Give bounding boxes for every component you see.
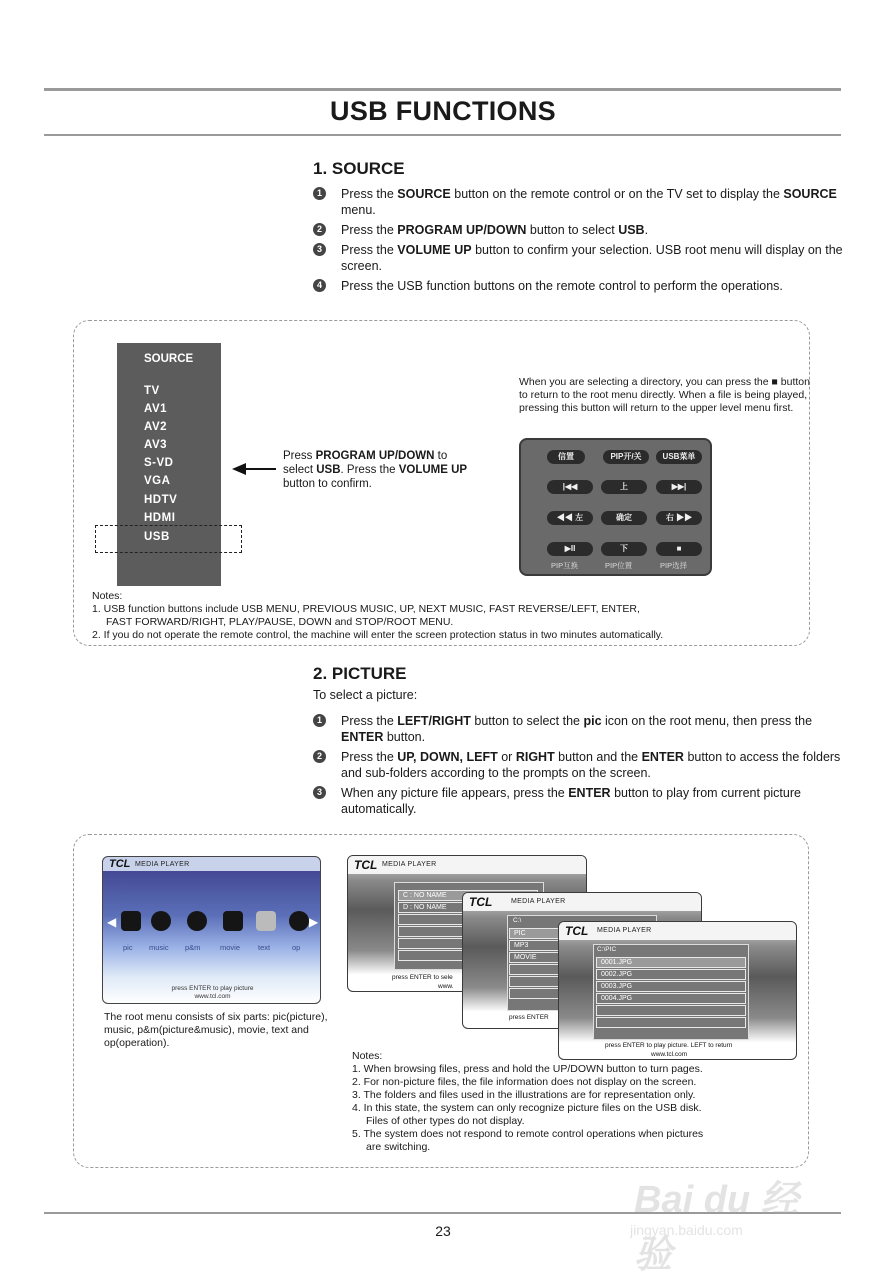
music-label: music	[149, 943, 169, 952]
music-icon	[151, 911, 171, 931]
picture-note-1: 1. When browsing files, press and hold the UP/DOWN button to turn pages.	[352, 1063, 703, 1075]
page-number: 23	[435, 1223, 451, 1239]
left-arrow-icon	[232, 462, 277, 476]
source-item-av3[interactable]: AV3	[144, 439, 168, 451]
source-note-1-cont: FAST FORWARD/RIGHT, PLAY/PAUSE, DOWN and STOP/ROOT MENU.	[106, 616, 454, 628]
file-row-empty	[596, 1005, 746, 1016]
remote-button-6: ▶▶|	[656, 480, 702, 494]
file-browser-header	[559, 922, 796, 940]
folder-row-movie: MOVIE	[509, 952, 654, 963]
source-item-s-vd[interactable]: S-VD	[144, 457, 174, 469]
step-number-icon: 1	[313, 187, 326, 200]
media-player-label: MEDIA PLAYER	[135, 861, 190, 868]
source-item-av1[interactable]: AV1	[144, 403, 168, 415]
file-browser-footer: press ENTER to play picture. LEFT to return	[605, 1042, 733, 1049]
tcl-logo: TCL	[469, 895, 493, 909]
media-player-root-screen	[102, 856, 321, 1004]
nav-right-icon: ▶	[309, 915, 319, 929]
remote-button-7: ◀◀ 左	[547, 511, 593, 525]
remote-button-12: ■	[656, 542, 702, 556]
remote-button-2: PIP开/关	[603, 450, 649, 464]
media-player-label: MEDIA PLAYER	[511, 898, 566, 905]
media-player-label: MEDIA PLAYER	[597, 927, 652, 934]
drive-row-d: D : NO NAME	[398, 902, 538, 913]
remote-button-11: 下	[601, 542, 647, 556]
text-label: text	[258, 943, 271, 952]
step-text: Press the PROGRAM UP/DOWN button to select USB.	[341, 223, 649, 237]
step-number-icon: 1	[313, 714, 326, 727]
pic-label: pic	[123, 943, 133, 952]
file-row-0001: 0001.JPG	[596, 957, 746, 968]
file-row-0004: 0004.JPG	[596, 993, 746, 1004]
picture-note-4: 4. In this state, the system can only recognize picture files on the USB disk.	[352, 1102, 702, 1114]
picture-heading: 2. PICTURE	[313, 664, 407, 683]
source-step-1	[313, 186, 843, 218]
nav-left-icon: ◀	[107, 915, 117, 929]
step-text: Press the LEFT/RIGHT button to select the pic icon on the root menu, then press the ENTER button.	[341, 714, 813, 744]
source-item-hdtv[interactable]: HDTV	[144, 494, 178, 506]
remote-label-3: PIP选择	[660, 561, 688, 570]
remote-button-1: 信置	[547, 450, 585, 464]
step-number-icon: 3	[313, 243, 326, 256]
tcl-logo: TCL	[109, 858, 131, 870]
folder-browser-footer: press ENTER	[509, 1014, 549, 1021]
text-icon	[256, 911, 276, 931]
picture-notes	[352, 1050, 772, 1154]
source-callout: Press PROGRAM UP/DOWN to select USB. Press the VOLUME UP button to confirm.	[283, 450, 468, 490]
file-browser-url: www.tcl.com	[651, 1051, 688, 1058]
movie-label: movie	[220, 943, 241, 952]
source-step-4	[313, 278, 843, 294]
picture-note-2: 2. For non-picture files, the file information does not display on the screen.	[352, 1076, 697, 1088]
remote-button-4: |◀◀	[547, 480, 593, 494]
watermark-logo: Bai du 经验	[634, 1179, 799, 1276]
top-rule	[44, 88, 841, 91]
media-player-label: MEDIA PLAYER	[382, 861, 437, 868]
remote-note: When you are selecting a directory, you can press the ■ button to return to the root menu directly. When a file is being played, pressing this button will return to the upper level menu first.	[519, 376, 810, 414]
remote-button-8: 确定	[601, 511, 647, 525]
pm-label: p&m	[185, 943, 201, 952]
folder-browser-header	[463, 893, 701, 911]
picture-steps-list	[313, 713, 843, 821]
remote-button-5: 上	[601, 480, 647, 494]
remote-control-image	[519, 438, 712, 576]
source-note-1: 1. USB function buttons include USB MENU, PREVIOUS MUSIC, UP, NEXT MUSIC, FAST REVERSE/LEFT, ENTER,	[92, 603, 640, 615]
step-number-icon: 3	[313, 786, 326, 799]
remote-label-2: PIP位置	[605, 561, 633, 570]
step-number-icon: 2	[313, 750, 326, 763]
drive-row-c: C : NO NAME	[398, 890, 538, 901]
folder-row-mp3: MP3	[509, 940, 654, 951]
drive-browser-url: www.	[438, 983, 454, 990]
step-text: Press the VOLUME UP button to confirm your selection. USB root menu will display on the screen.	[341, 243, 843, 273]
watermark-url: jingyan.baidu.com	[630, 1222, 743, 1238]
root-screen-url: www.tcl.com	[194, 993, 231, 1000]
picture-step-3	[313, 785, 843, 817]
root-screen-footer: press ENTER to play picture	[171, 985, 254, 992]
source-steps-list	[313, 186, 843, 298]
picture-note-5: 5. The system does not respond to remote control operations when pictures	[352, 1128, 704, 1140]
file-row-0002: 0002.JPG	[596, 969, 746, 980]
step-number-icon: 2	[313, 223, 326, 236]
op-icon	[289, 911, 309, 931]
remote-button-9: 右 ▶▶	[656, 511, 702, 525]
picture-intro: To select a picture:	[313, 688, 418, 702]
drive-browser-footer: press ENTER to sele	[392, 974, 453, 981]
source-item-tv[interactable]: TV	[144, 385, 160, 397]
source-heading: 1. SOURCE	[313, 159, 405, 178]
source-item-av2[interactable]: AV2	[144, 421, 168, 433]
step-text: Press the USB function buttons on the remote control to perform the operations.	[341, 279, 783, 293]
step-number-icon: 4	[313, 279, 326, 292]
picture-note-4-cont: Files of other types do not display.	[366, 1115, 525, 1127]
baidu-watermark	[626, 1148, 836, 1276]
source-step-2	[313, 222, 843, 238]
step-text: Press the SOURCE button on the remote control or on the TV set to display the SOURCE menu.	[341, 187, 837, 217]
pic-icon	[121, 911, 141, 931]
source-item-hdmi[interactable]: HDMI	[144, 512, 176, 524]
folder-path: C:\	[513, 917, 522, 924]
remote-button-10: ▶II	[547, 542, 593, 556]
source-item-vga[interactable]: VGA	[144, 475, 171, 487]
source-notes-title: Notes:	[92, 590, 123, 602]
page-title: USB FUNCTIONS	[330, 96, 556, 126]
remote-button-3: USB菜单	[656, 450, 702, 464]
source-note-2: 2. If you do not operate the remote control, the machine will enter the screen protection status in two minutes automatically.	[92, 629, 664, 641]
step-text: Press the UP, DOWN, LEFT or RIGHT button and the ENTER button to access the folders and sub-folders according to the prompts on the screen.	[341, 750, 841, 780]
tcl-logo: TCL	[354, 858, 378, 872]
usb-selection-highlight	[95, 525, 242, 553]
file-path: C:\PIC	[597, 946, 617, 953]
movie-icon	[223, 911, 243, 931]
file-row-empty	[596, 1017, 746, 1028]
source-notes	[92, 590, 812, 642]
picture-note-5-cont: are switching.	[366, 1141, 431, 1153]
pm-icon	[187, 911, 207, 931]
step-text: When any picture file appears, press the ENTER button to play from current picture automatically.	[341, 786, 801, 816]
source-menu-title: SOURCE	[144, 353, 194, 365]
picture-file-browser-screen	[558, 921, 797, 1060]
op-label: op	[292, 943, 301, 952]
picture-step-2	[313, 749, 843, 781]
remote-label-1: PIP互换	[551, 561, 579, 570]
source-step-3	[313, 242, 843, 274]
file-row-0003: 0003.JPG	[596, 981, 746, 992]
tcl-logo: TCL	[565, 924, 589, 938]
source-item-usb[interactable]: USB	[144, 531, 170, 543]
root-menu-caption: The root menu consists of six parts: pic(picture), music, p&m(picture&music), movie, text and op(operation).	[104, 1011, 328, 1049]
picture-notes-title: Notes:	[352, 1050, 383, 1062]
folder-row-pic: PIC	[509, 928, 654, 939]
title-underline	[44, 134, 841, 136]
picture-note-3: 3. The folders and files used in the illustrations are for representation only.	[352, 1089, 696, 1101]
picture-step-1	[313, 713, 843, 745]
